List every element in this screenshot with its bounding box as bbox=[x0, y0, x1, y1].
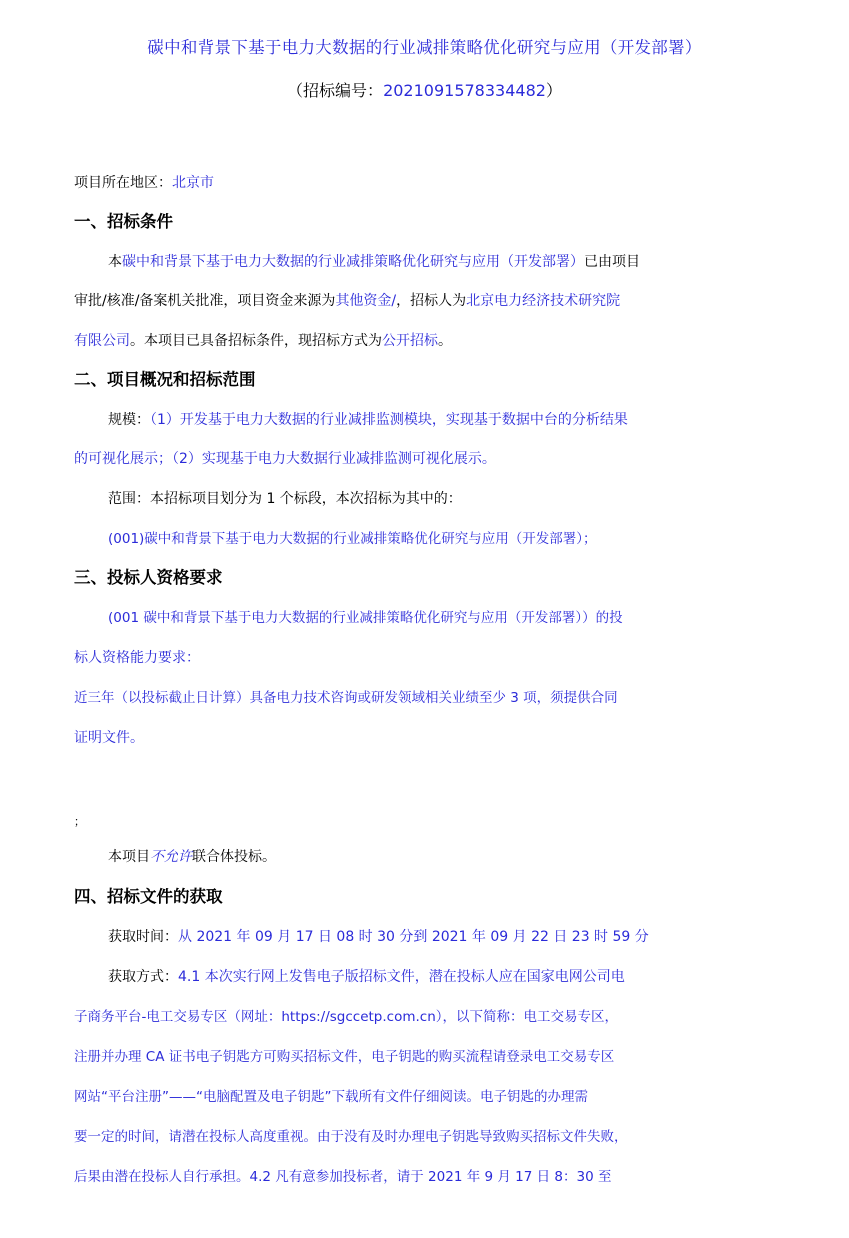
method-line-2: 子商务平台-电工交易专区（网址：https://sgccetp.com.cn），以下简称：电工交易专区， bbox=[74, 1009, 619, 1025]
method-line-3: 注册并办理 CA 证书电子钥匙方可购买招标文件，电子钥匙的购买流程请登录电工交易专区 bbox=[74, 1049, 615, 1065]
project-name: 碳中和背景下基于电力大数据的行业减排策略优化研究与应用（开发部署） bbox=[122, 254, 584, 270]
method-line-6: 后果由潜在投标人自行承担。4.2 凡有意参加投标者，请于 2021 年 9 月 17 日 8：30 至 bbox=[74, 1169, 612, 1185]
s1-text: ，招标人为 bbox=[396, 293, 467, 309]
s3-line-3: 近三年（以投标截止日计算）具备电力技术咨询或研发领域相关业绩至少 3 项，须提供合同 bbox=[74, 690, 618, 706]
s1-text: 审批/核准/备案机关批准，项目资金来源为 bbox=[74, 293, 336, 309]
tenderer-cont: 有限公司 bbox=[74, 333, 130, 349]
method-text: 4.1 本次实行网上发售电子版招标文件，潜在投标人应在国家电网公司电 bbox=[178, 969, 625, 985]
s1-line-1 bbox=[108, 252, 798, 272]
fund-source: 其他资金/ bbox=[335, 293, 397, 309]
s3-line-2: 标人资格能力要求： bbox=[74, 650, 200, 666]
lot-line: (001)碳中和背景下基于电力大数据的行业减排策略优化研究与应用（开发部署）； bbox=[108, 531, 597, 547]
document-title: 碳中和背景下基于电力大数据的行业减排策略优化研究与应用（开发部署） bbox=[147, 38, 702, 57]
tenderer: 北京电力经济技术研究院 bbox=[466, 293, 621, 309]
time-value: 从 2021 年 09 月 17 日 08 时 30 分到 2021 年 09 月 22 日 23 时 59 分 bbox=[178, 929, 649, 945]
scale-label: 规模： bbox=[108, 412, 150, 428]
section-1-heading: 一、招标条件 bbox=[74, 212, 173, 231]
joint-value: 不允许 bbox=[150, 849, 192, 865]
region-line bbox=[74, 173, 794, 193]
scale-line-1 bbox=[108, 410, 798, 430]
joint-bid-line bbox=[108, 847, 798, 867]
method-line-4: 网站“平台注册”——“电脑配置及电子钥匙”下载所有文件仔细阅读。电子钥匙的办理需 bbox=[74, 1089, 588, 1105]
bid-number-line bbox=[0, 78, 849, 101]
s3-line-4: 证明文件。 bbox=[74, 730, 144, 746]
s1-text: 。本项目已具备招标条件，现招标方式为 bbox=[130, 333, 382, 349]
s3-line-1: (001 碳中和背景下基于电力大数据的行业减排策略优化研究与应用（开发部署））的投 bbox=[108, 610, 623, 626]
region-value: 北京市 bbox=[172, 175, 214, 191]
region-label: 项目所在地区： bbox=[74, 175, 172, 191]
s1-line-2 bbox=[74, 291, 794, 311]
section-3-heading: 三、投标人资格要求 bbox=[74, 568, 223, 587]
joint-text: 联合体投标。 bbox=[192, 849, 276, 865]
s1-text: 。 bbox=[438, 333, 452, 349]
bid-number: 2021091578334482 bbox=[383, 81, 546, 100]
s1-line-3 bbox=[74, 331, 794, 351]
get-time-line bbox=[108, 927, 798, 947]
range-line: 范围：本招标项目划分为 1 个标段，本次招标为其中的： bbox=[108, 491, 462, 507]
time-label: 获取时间： bbox=[108, 929, 178, 945]
s1-text: 已由项目 bbox=[584, 254, 640, 270]
scale-text: （1）开发基于电力大数据的行业减排监测模块，实现基于数据中台的分析结果 bbox=[150, 412, 628, 428]
scale-line-2: 的可视化展示；（2）实现基于电力大数据行业减排监测可视化展示。 bbox=[74, 451, 496, 467]
method-label: 获取方式： bbox=[108, 969, 178, 985]
s1-text: 本 bbox=[108, 254, 122, 270]
section-2-heading: 二、项目概况和招标范围 bbox=[74, 370, 256, 389]
bid-number-prefix: （招标编号： bbox=[287, 81, 384, 100]
method-line-5: 要一定的时间，请潜在投标人高度重视。由于没有及时办理电子钥匙导致购买招标文件失败， bbox=[74, 1129, 628, 1145]
bid-method: 公开招标 bbox=[382, 333, 438, 349]
bid-number-suffix: ） bbox=[545, 81, 562, 100]
section-4-heading: 四、招标文件的获取 bbox=[74, 887, 223, 906]
stray-colon: ； bbox=[74, 815, 85, 828]
joint-text: 本项目 bbox=[108, 849, 150, 865]
method-line-1 bbox=[108, 967, 798, 987]
